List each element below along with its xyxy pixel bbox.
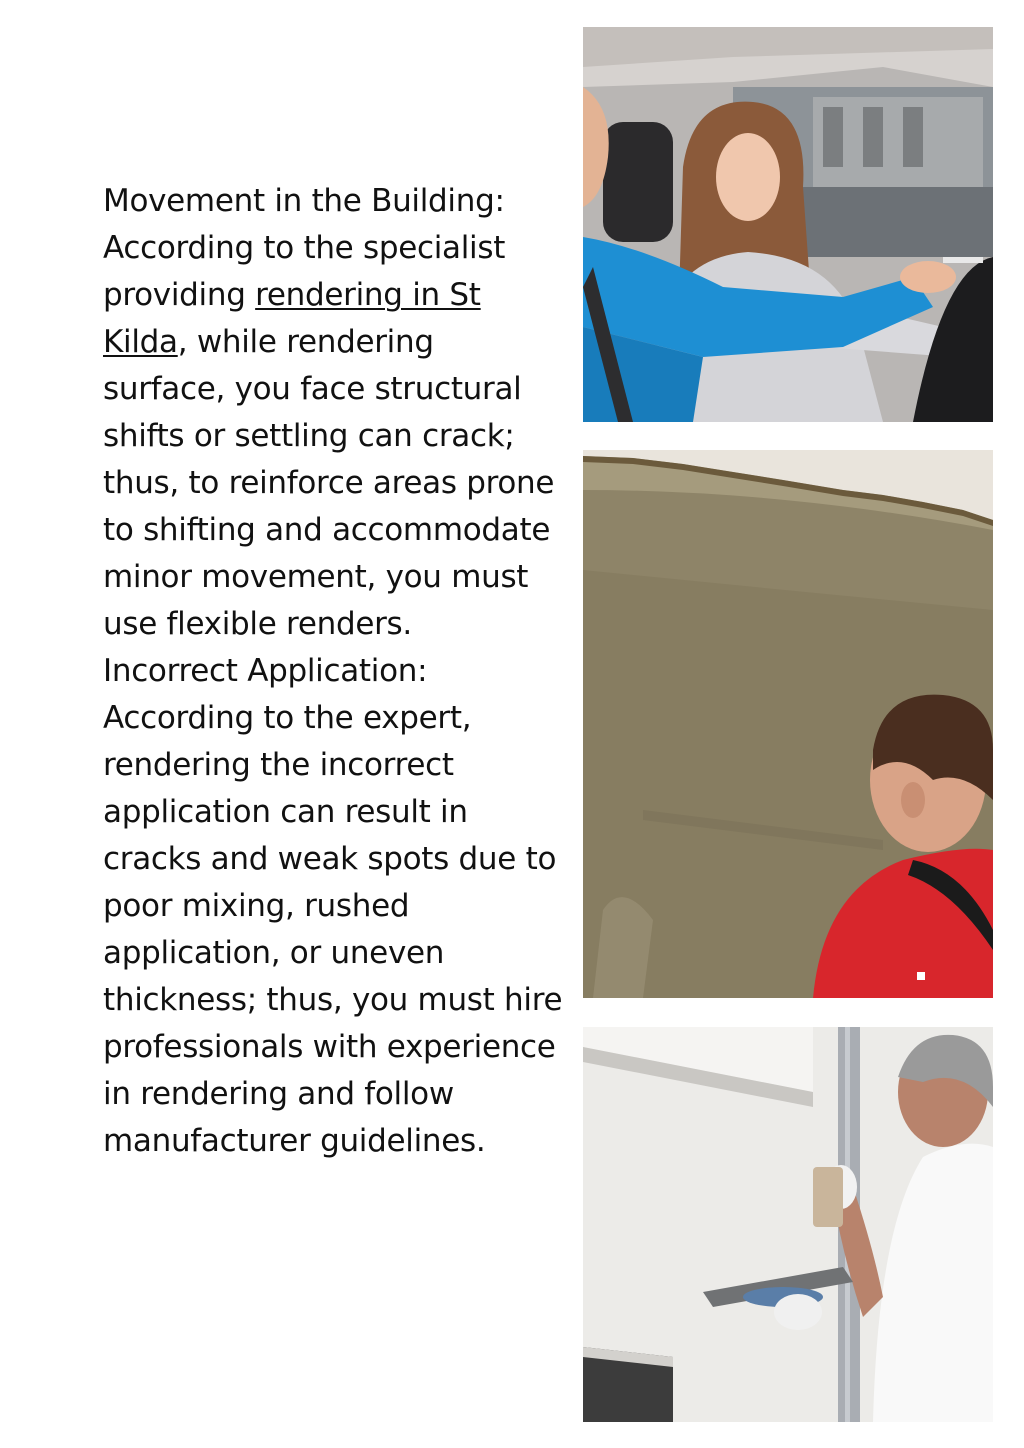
article-text — [103, 178, 563, 1165]
wall-rendering-worker-photo — [583, 450, 993, 998]
paragraph-movement — [103, 178, 563, 648]
paragraph-movement-text-continued: , while rendering surface, you face structural shifts or settling can crack; thus, to reinforce areas prone to shifting and accommodate minor movement, you must use flexible renders. — [103, 324, 555, 642]
paragraph-incorrect-application: Incorrect Application: According to the expert, rendering the incorrect application can result in cracks and weak spots due to poor mixing, rushed application, or uneven thickness; thus, you must hire professionals with experience in rendering and follow manufacturer guidelines. — [103, 653, 563, 1159]
rendering-st-kilda-link[interactable]: rendering in St Kilda — [103, 277, 481, 360]
paragraph-movement-text: Movement in the Building: According to the specialist providing — [103, 183, 506, 313]
plastering-man-photo — [583, 1027, 993, 1422]
driving-lesson-photo — [583, 27, 993, 422]
